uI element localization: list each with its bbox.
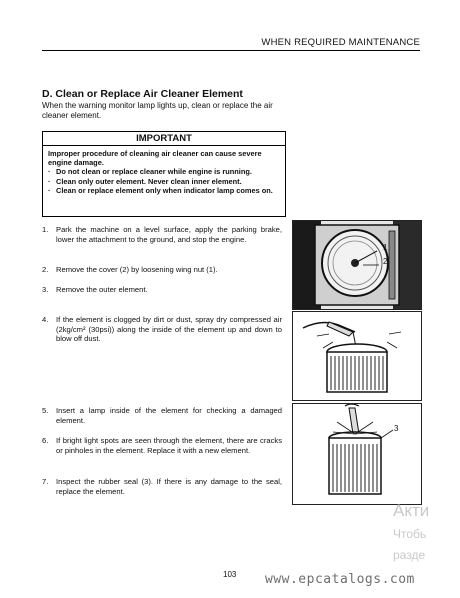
activation-overlay-line: Чтобь xyxy=(393,527,427,541)
important-warning: Improper procedure of cleaning air cleaner can cause severe engine damage. xyxy=(48,149,262,168)
important-box xyxy=(42,131,286,217)
important-bullet: · Do not clean or replace cleaner while engine is running. xyxy=(48,167,252,177)
step-1: 1. Park the machine on a level surface, apply the parking brake, lower the attachment to the ground, and stop the engine. xyxy=(42,225,282,244)
figure-lamp-inspection xyxy=(292,403,422,505)
important-body xyxy=(43,146,285,198)
activation-overlay-line: разде xyxy=(393,548,426,562)
page-number: 103 xyxy=(223,570,237,579)
header-rule xyxy=(42,50,420,51)
lamp-inspection-illustration xyxy=(293,404,421,504)
figure-compressed-air-cleaning xyxy=(292,311,422,401)
activation-overlay-title: Акти xyxy=(393,501,430,520)
step-3: 3. Remove the outer element. xyxy=(42,285,148,294)
step-2: 2. Remove the cover (2) by loosening wing nut (1). xyxy=(42,265,218,274)
important-heading: IMPORTANT xyxy=(43,132,285,146)
running-header: WHEN REQUIRED MAINTENANCE xyxy=(261,37,420,48)
step-5: 5. Insert a lamp inside of the element for checking a damaged element. xyxy=(42,406,282,425)
figure-air-cleaner-housing xyxy=(292,220,422,310)
section-intro: When the warning monitor lamp lights up, clean or replace the air cleaner element. xyxy=(42,101,273,120)
important-bullet: · Clean or replace element only when indicator lamp comes on. xyxy=(48,185,273,195)
important-bullet: · Clean only outer element. Never clean inner element. xyxy=(48,176,242,186)
watermark-link[interactable]: www.epcatalogs.com xyxy=(265,572,415,587)
step-4: 4. If the element is clogged by dirt or dust, spray dry compressed air (2kg/cm² (30psi)) along the inside of the element up and down to blow off dust. xyxy=(42,315,282,344)
callout-2: 2 xyxy=(383,257,388,266)
compressed-air-illustration xyxy=(293,312,421,400)
step-7: 7. Inspect the rubber seal (3). If there is any damage to the seal, replace the element. xyxy=(42,477,282,496)
air-cleaner-housing-illustration xyxy=(293,221,421,309)
callout-3: 3 xyxy=(394,424,399,433)
step-6: 6. If bright light spots are seen through the element, there are cracks or pinholes in the element. Replace it with a new element. xyxy=(42,436,282,455)
callout-1: 1 xyxy=(383,243,388,252)
section-title: D. Clean or Replace Air Cleaner Element xyxy=(42,88,243,100)
